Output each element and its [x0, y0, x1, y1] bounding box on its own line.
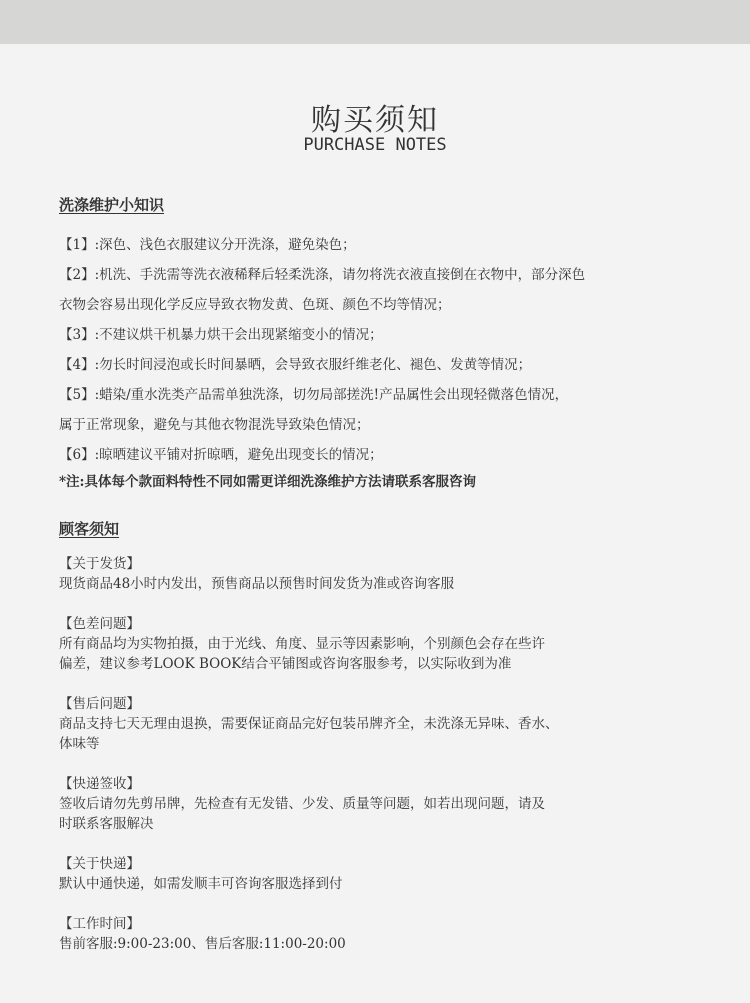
notice-title: 【关于快递】 [59, 856, 140, 872]
care-note: *注:具体每个款面料特性不同如需更详细洗涤维护方法请联系客服咨询 [59, 474, 477, 490]
notice-line: 现货商品48小时内发出，预售商品以预售时间发货为准或咨询客服 [59, 576, 455, 592]
notice-line: 默认中通快递，如需发顺丰可咨询客服选择到付 [59, 876, 343, 892]
notice-shipping [59, 554, 699, 594]
notice-title: 【快递签收】 [59, 776, 140, 792]
notice-line: 时联系客服解决 [59, 816, 154, 832]
notice-title: 【售后问题】 [59, 696, 140, 712]
notice-line: 售前客服:9:00-23:00、售后客服:11:00-20:00 [59, 936, 346, 952]
care-line: 【2】:机洗、手洗需等洗衣液稀释后轻柔洗涤，请勿将洗衣液直接倒在衣物中，部分深色 [59, 267, 586, 283]
notice-working-hours [59, 914, 699, 954]
notice-courier [59, 854, 699, 894]
care-line: 【5】:蜡染/重水洗类产品需单独洗涤，切勿局部搓洗!产品属性会出现轻微落色情况， [59, 387, 569, 403]
care-list [59, 230, 699, 470]
care-line: 衣物会容易出现化学反应导致衣物发黄、色斑、颜色不均等情况； [59, 297, 451, 313]
page-title: 购买须知 [311, 103, 439, 138]
notice-delivery-receipt [59, 774, 699, 834]
notice-after-sales [59, 694, 699, 754]
notice-line: 签收后请勿先剪吊牌，先检查有无发错、少发、质量等问题，如若出现问题，请及 [59, 796, 545, 812]
notice-color-difference [59, 614, 699, 674]
care-line: 属于正常现象，避免与其他衣物混洗导致染色情况； [59, 417, 370, 433]
notice-line: 商品支持七天无理由退换，需要保证商品完好包装吊牌齐全，未洗涤无异味、香水、 [59, 716, 559, 732]
care-line: 【4】:勿长时间浸泡或长时间暴晒，会导致衣服纤维老化、褪色、发黄等情况； [59, 357, 532, 373]
care-line: 【3】:不建议烘干机暴力烘干会出现紧缩变小的情况； [59, 327, 383, 343]
notice-title: 【工作时间】 [59, 916, 140, 932]
top-bar [0, 0, 750, 44]
care-line: 【6】:晾晒建议平铺对折晾晒，避免出现变长的情况； [59, 447, 383, 463]
care-line: 【1】:深色、浅色衣服建议分开洗涤，避免染色； [59, 237, 356, 253]
notice-line: 所有商品均为实物拍摄，由于光线、角度、显示等因素影响，个别颜色会存在些许 [59, 636, 545, 652]
customer-heading: 顾客须知 [59, 520, 120, 538]
page-subtitle: PURCHASE NOTES [303, 135, 447, 155]
notice-line: 偏差，建议参考LOOK BOOK结合平铺图或咨询客服参考，以实际收到为准 [59, 656, 512, 672]
notice-title: 【关于发货】 [59, 556, 140, 572]
notice-title: 【色差问题】 [59, 616, 140, 632]
care-heading: 洗涤维护小知识 [59, 196, 165, 214]
notice-line: 体味等 [59, 736, 100, 752]
